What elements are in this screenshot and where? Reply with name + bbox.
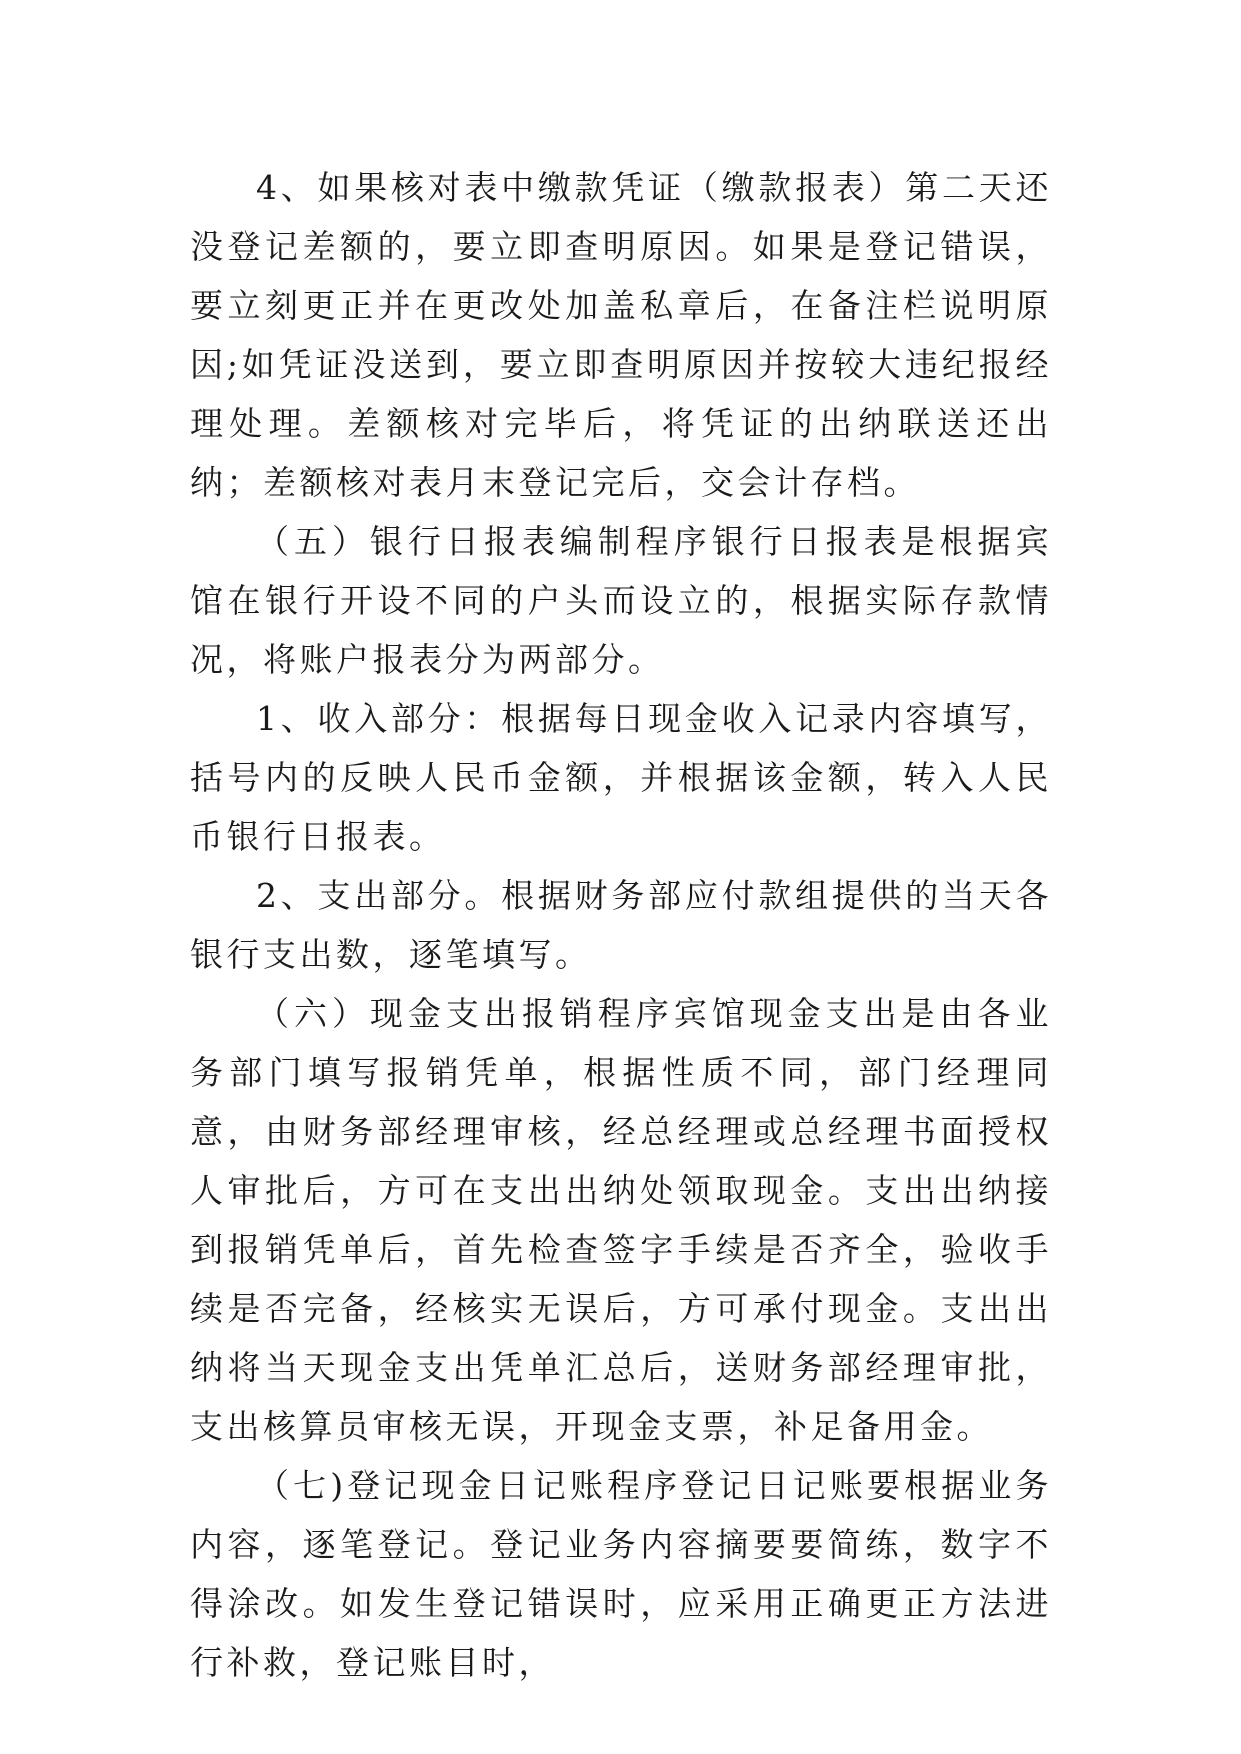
paragraph-income-part: 1、收入部分：根据每日现金收入记录内容填写，括号内的反映人民币金额，并根据该金额，转入人民币银行日报表。 [190,699,1052,856]
paragraph-item-4-verification: 4、如果核对表中缴款凭证（缴款报表）第二天还没登记差额的，要立即查明原因。如果是登记错误，要立刻更正并在更改处加盖私章后，在备注栏说明原因;如凭证没送到，要立即查明原因并按较大违纪报经理处理。差额核对完毕后，将凭证的出纳联送还出纳；差额核对表月末登记完后，交会计存档。 [190,168,1052,502]
paragraph-section-6-cash-reimbursement: （六）现金支出报销程序宾馆现金支出是由各业务部门填写报销凭单，根据性质不同，部门经理同意，由财务部经理审核，经总经理或总经理书面授权人审批后，方可在支出出纳处领取现金。支出出纳接到报销凭单后，首先检查签字手续是否齐全，验收手续是否完备，经核实无误后，方可承付现金。支出出纳将当天现金支出凭单汇总后，送财务部经理审批，支出核算员审核无误，开现金支票，补足备用金。 [190,994,1052,1446]
document-body [190,158,1052,1692]
paragraph-section-7-cash-journal: （七)登记现金日记账程序登记日记账要根据业务内容，逐笔登记。登记业务内容摘要要简练，数字不得涂改。如发生登记错误时，应采用正确更正方法进行补救，登记账目时， [190,1466,1052,1682]
paragraph-expense-part: 2、支出部分。根据财务部应付款组提供的当天各银行支出数，逐笔填写。 [190,876,1052,974]
paragraph-section-5-bank-daily-report: （五）银行日报表编制程序银行日报表是根据宾馆在银行开设不同的户头而设立的，根据实际存款情况，将账户报表分为两部分。 [190,522,1052,679]
